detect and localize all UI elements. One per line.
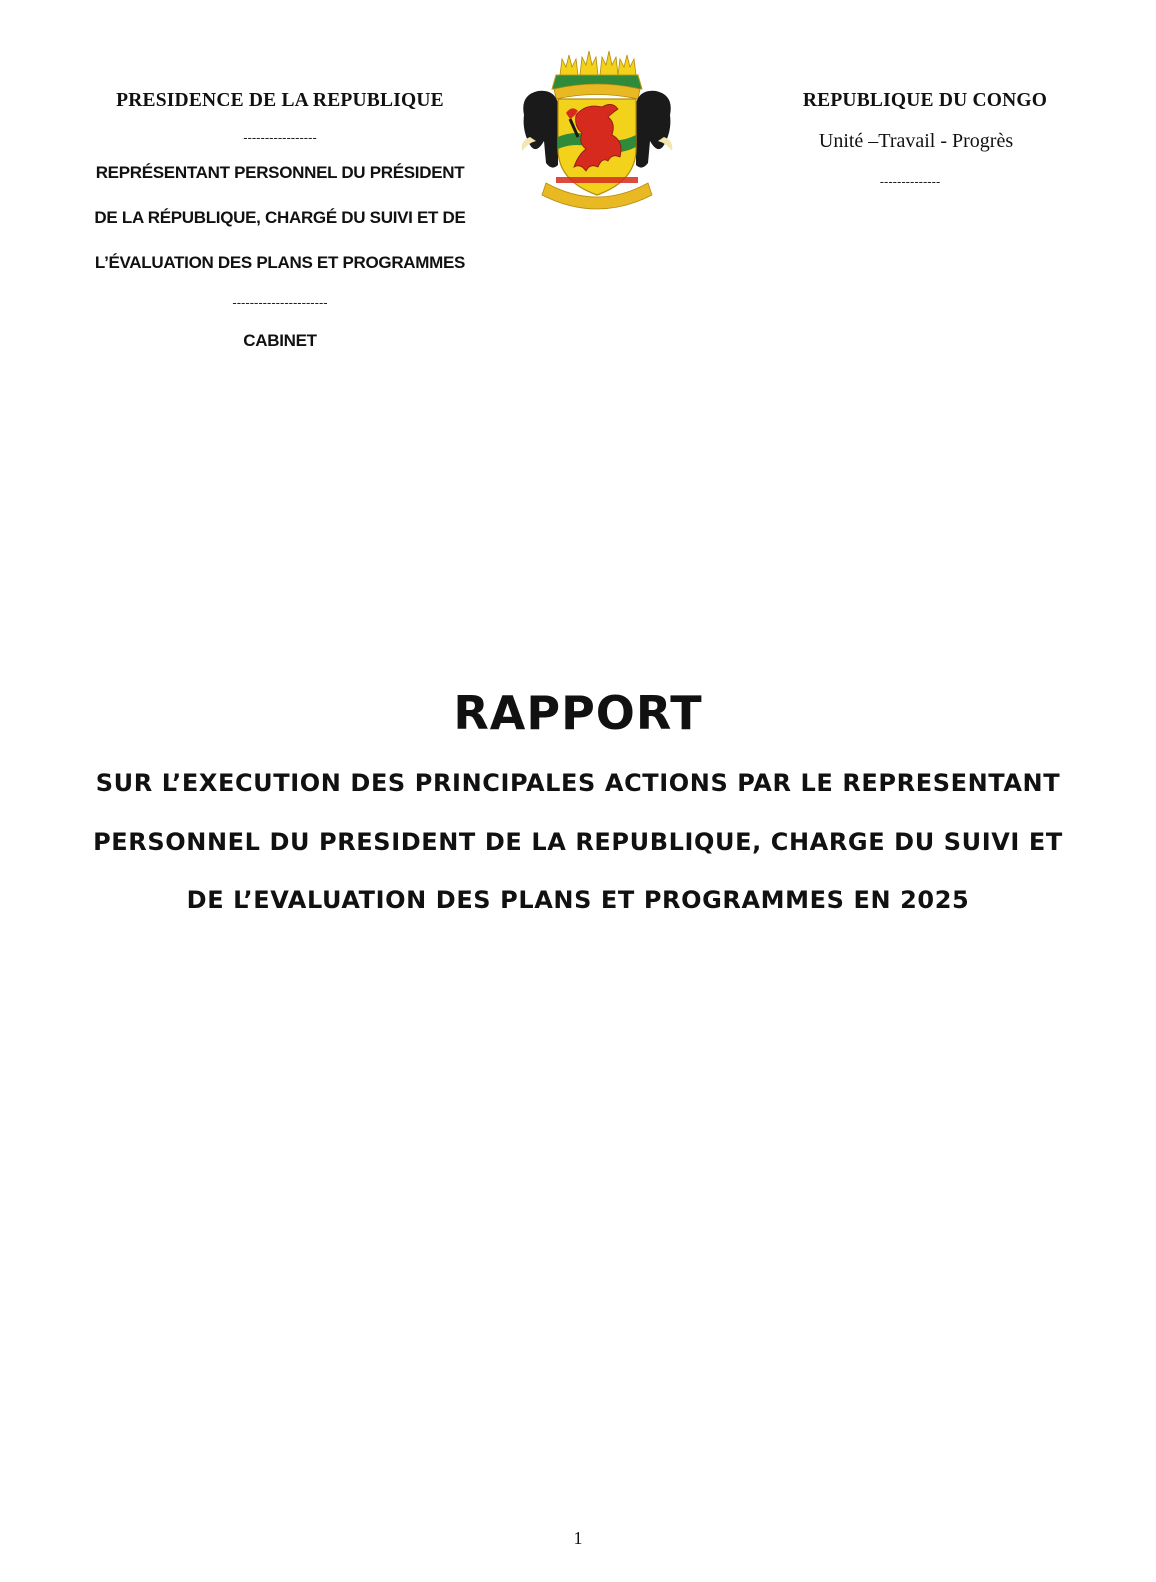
separator: --------------	[879, 174, 941, 189]
separator: ----------------------	[232, 295, 328, 310]
report-subtitle-line: PERSONNEL DU PRESIDENT DE LA REPUBLIQUE, CHARGE DU SUIVI ET	[93, 827, 1063, 856]
separator: -----------------	[243, 130, 317, 145]
national-motto: Unité –Travail - Progrès	[818, 130, 1014, 152]
report-subtitle-line: DE L’EVALUATION DES PLANS ET PROGRAMMES EN 2025	[186, 886, 970, 914]
report-subtitle-line: SUR L’EXECUTION DES PRINCIPALES ACTIONS PAR LE REPRESENTANT	[95, 769, 1061, 797]
office-title-line: L’ÉVALUATION DES PLANS ET PROGRAMMES	[94, 253, 466, 272]
office-title-line: DE LA RÉPUBLIQUE, CHARGÉ DU SUIVI ET DE	[94, 208, 466, 227]
congo-coat-of-arms-icon	[516, 45, 678, 213]
left-header-block	[60, 86, 500, 361]
institution-heading: PRESIDENCE DE LA REPUBLIQUE	[116, 90, 444, 111]
report-subtitle	[40, 754, 1116, 930]
office-title	[60, 150, 500, 285]
right-header-block	[770, 86, 1080, 190]
report-title-block	[40, 680, 1116, 930]
page-number: 1	[573, 1528, 583, 1548]
country-heading: REPUBLIQUE DU CONGO	[802, 90, 1048, 111]
report-title: RAPPORT	[453, 686, 703, 740]
department-label: CABINET	[243, 331, 317, 350]
office-title-line: REPRÉSENTANT PERSONNEL DU PRÉSIDENT	[95, 163, 465, 182]
